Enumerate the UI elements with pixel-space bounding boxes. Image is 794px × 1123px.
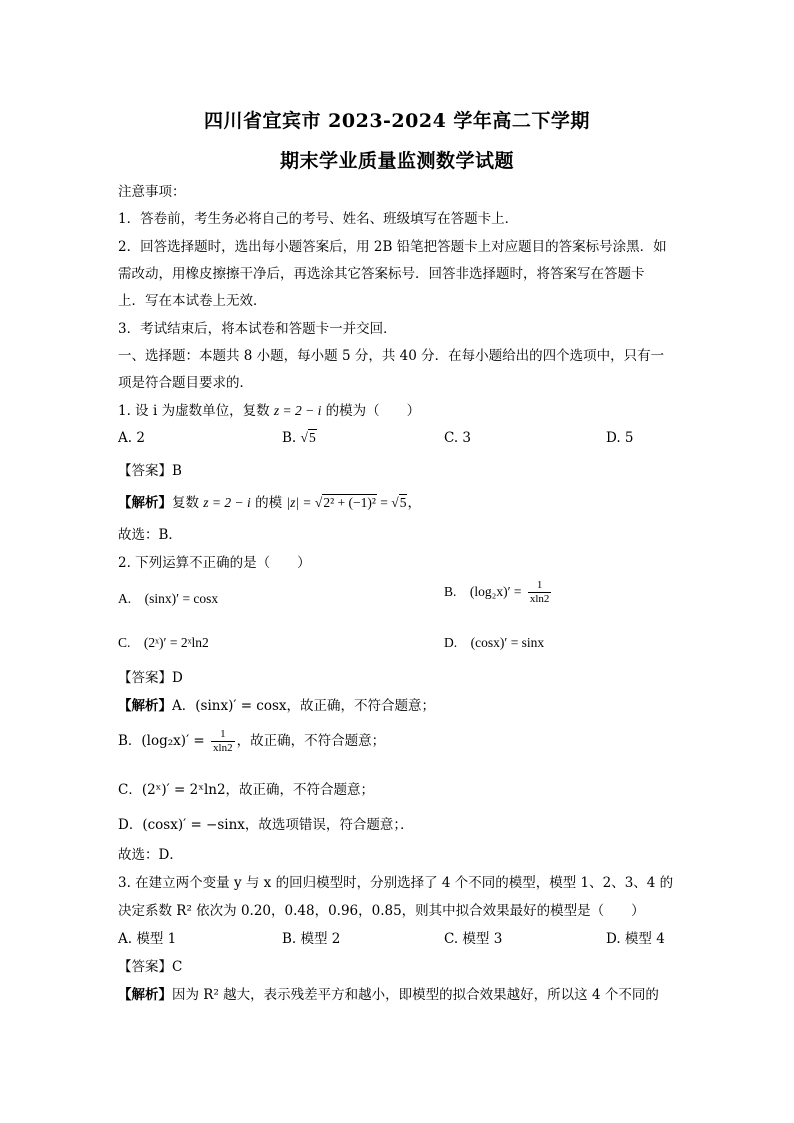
q2-option-d: D. (cosx)′ = sinx — [444, 635, 545, 650]
q2-analysis-b-numerator: 1 — [211, 728, 235, 742]
q3-analysis — [118, 983, 678, 1003]
q1-analysis-math-1: z = 2 − i — [203, 495, 251, 510]
q1-answer: 【答案】B — [118, 463, 182, 479]
notice-item-1: 1．答卷前，考生务必将自己的考号、姓名、班级填写在答题卡上． — [118, 211, 519, 227]
q2-analysis-b-fraction — [211, 728, 235, 755]
q2-analysis-b-denominator: xln2 — [213, 742, 233, 754]
q2-answer: 【答案】D — [118, 670, 183, 686]
q3-option-d: D. 模型 4 — [606, 931, 665, 947]
q2-option-b — [444, 579, 553, 606]
q1-stem-post: 的模为（ ） — [325, 403, 421, 419]
q2-analysis-d: D．(cosx)′ = −sinx，故选项错误，符合题意；． — [118, 817, 414, 833]
q1-analysis-end: ， — [407, 495, 421, 511]
q2-analysis-b-pre: B．(log₂x)′ = — [118, 733, 205, 749]
q2-option-a: A. (sinx)′ = cosx — [118, 591, 219, 606]
notice-heading: 注意事项： — [118, 184, 186, 200]
notice-item-2c: 上．写在本试卷上无效． — [118, 293, 267, 309]
q1-analysis-math-2: |z| = — [286, 495, 315, 510]
section-1-line-b: 项是符合题目要求的． — [118, 375, 253, 391]
notice-item-3: 3．考试结束后，将本试卷和答题卡一并交回． — [118, 321, 397, 337]
q3-analysis-text: 因为 R² 越大，表示残差平方和越小，即模型的拟合效果越好，所以这 4 个不同的 — [172, 987, 659, 1003]
section-1-line-a: 一、选择题：本题共 8 小题，每小题 5 分，共 40 分．在每小题给出的四个选项中，只有一 — [118, 348, 665, 364]
q2-analysis-label: 【解析】 — [118, 698, 172, 714]
q1-analysis-eq: = — [376, 495, 392, 510]
q3-option-a: A. 模型 1 — [118, 931, 177, 947]
title-line-2: 期末学业质量监测数学试题 — [279, 150, 514, 172]
q1-option-a: A. 2 — [118, 430, 145, 446]
q3-stem-b: 决定系数 R² 依次为 0.20，0.48，0.96，0.85，则其中拟合效果最好的模型是（ ） — [118, 903, 645, 919]
q2-analysis-a-text: A．(sinx)′ = cosx，故正确，不符合题意； — [172, 698, 436, 714]
q2-option-b-denominator: xln2 — [529, 593, 550, 605]
notice-item-2a: 2．回答选择题时，选出每小题答案后，用 2B 铅笔把答题卡上对应题目的答案标号涂黑．如 — [118, 239, 667, 255]
q2-stem: 2. 下列运算不正确的是（ ） — [118, 555, 311, 571]
q1-option-b: B. √5 — [282, 430, 316, 446]
q3-analysis-label: 【解析】 — [118, 987, 172, 1003]
q1-option-c: C. 3 — [444, 430, 472, 446]
q1-option-b-value: 5 — [308, 430, 316, 445]
q2-option-b-fraction — [528, 579, 552, 606]
q1-stem-pre: 1. 设 i 为虚数单位，复数 — [118, 403, 270, 419]
q1-option-b-label: B. — [282, 430, 297, 446]
q2-option-b-label: B. (log₂x)′ = — [444, 584, 522, 599]
q1-analysis-label: 【解析】 — [118, 495, 172, 511]
q3-answer: 【答案】C — [118, 959, 183, 975]
q2-choose: 故选：D． — [118, 847, 183, 863]
q1-analysis-root-2: 5 — [399, 495, 407, 510]
q1-analysis-mid: 的模 — [255, 495, 283, 511]
notice-item-2b: 需改动，用橡皮擦擦干净后，再选涂其它答案标号．回答非选择题时，将答案写在答题卡 — [118, 266, 645, 282]
q1-option-d: D. 5 — [606, 430, 634, 446]
q2-option-c: C. (2ˣ)′ = 2ˣln2 — [118, 635, 209, 650]
q1-choose: 故选：B． — [118, 527, 182, 543]
q2-analysis-c: C．(2ˣ)′ = 2ˣln2，故正确，不符合题意； — [118, 782, 375, 798]
q1-analysis: 【解析】复数 z = 2 − i 的模 |z| = √2² + (−1)² = √5， — [118, 495, 421, 511]
q2-analysis-a — [118, 694, 678, 714]
q3-stem-a: 3. 在建立两个变量 y 与 x 的回归模型时，分别选择了 4 个不同的模型，模型 1、2、3、4 的 — [118, 875, 674, 891]
title-line-1: 四川省宜宾市 2023-2024 学年高二下学期 — [204, 110, 590, 132]
q3-option-c: C. 模型 3 — [444, 931, 503, 947]
q1-stem — [118, 399, 678, 419]
q1-stem-math: z = 2 − i — [273, 403, 322, 418]
q1-analysis-pre: 复数 — [172, 495, 199, 511]
q2-analysis-b — [118, 728, 678, 755]
q1-analysis-root: 2² + (−1)² — [323, 495, 376, 510]
q2-analysis-b-post: ，故正确，不符合题意； — [236, 733, 386, 749]
q2-option-b-numerator: 1 — [528, 579, 552, 593]
q3-option-b: B. 模型 2 — [282, 931, 341, 947]
